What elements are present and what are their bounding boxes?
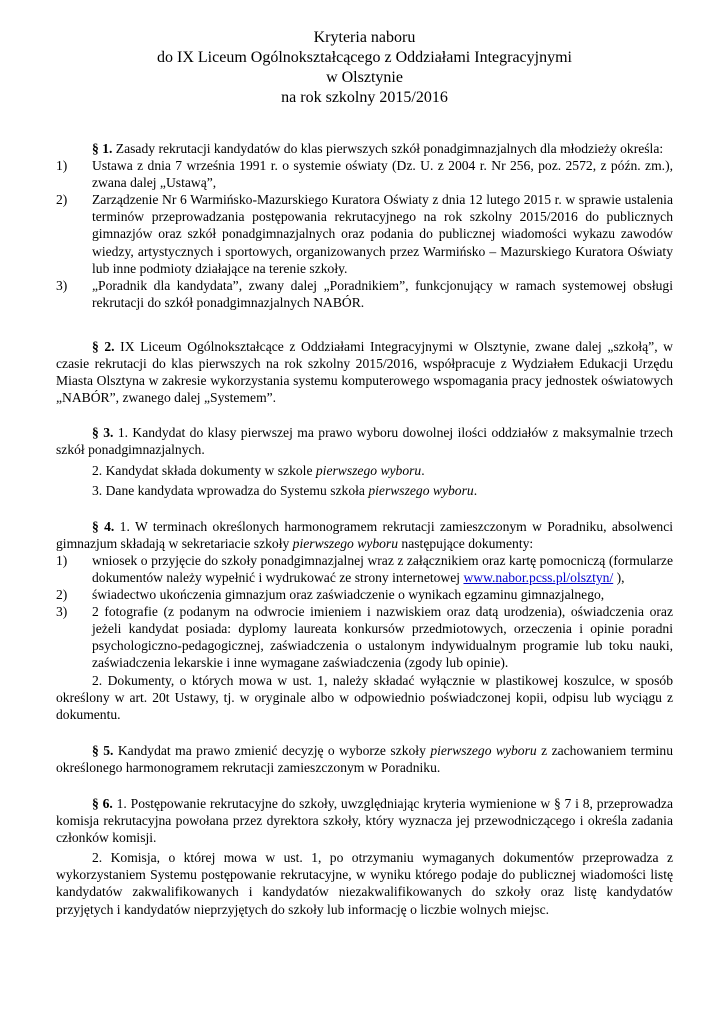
list-item-number: 2) bbox=[56, 192, 68, 208]
section-1-intro-text: Zasady rekrutacji kandydatów do klas pierwszych szkół ponadgimnazjalnych dla młodzieży określa: bbox=[115, 141, 664, 156]
section-5-text-end: z zachowaniem terminu określonego harmonogramem rekrutacji zamieszczonym w Poradniku. bbox=[56, 742, 674, 775]
section-1-list bbox=[56, 157, 673, 311]
section-1 bbox=[56, 140, 673, 311]
list-item-number: 1) bbox=[56, 552, 68, 568]
section-1-mark: § 1. bbox=[92, 141, 113, 156]
section-4-para-2: 2. Dokumenty, o których mowa w ust. 1, należy składać wyłącznie w plastikowej koszulce, w sposób określony w art. 20t Ustawy, tj. w oryginale albo w odpowiednio poświadczonej kopii, odpisu lub wyciągu z dokumentu. bbox=[56, 672, 673, 722]
nabor-website-link[interactable]: www.nabor.pcss.pl/olsztyn/ bbox=[463, 569, 614, 585]
list-item-text: Zarządzenie Nr 6 Warmińsko-Mazurskiego Kuratora Oświaty z dnia 12 lutego 2015 r. w sprawie ustalenia terminów przeprowadzania postępowania rekrutacyjnego na rok szkolny 2015/2016 do publicznych gimnazjów oraz szkół ponadgimnazjalnych oraz podania do publicznej wiadomości wykazu zawodów wiedzy, artystycznych i sportowych, organizowanych przez Warmińsko – Mazurskiego Kuratora Oświaty lub inne podmioty działające na terenie szkoły. bbox=[92, 192, 673, 276]
section-5-mark: § 5. bbox=[92, 742, 114, 758]
section-3-mark: § 3. bbox=[92, 425, 114, 441]
list-item-text bbox=[92, 552, 673, 586]
list-item-number: 1) bbox=[56, 158, 68, 174]
section-5 bbox=[56, 742, 673, 776]
section-3-para-3-emphasis: pierwszego wyboru bbox=[368, 482, 474, 498]
section-3-para-2-text: 2. Kandydat składa dokumenty w szkole bbox=[92, 462, 316, 478]
section-3-para-3-text: 3. Dane kandydata wprowadza do Systemu szkoła bbox=[92, 482, 369, 498]
section-3-para-2-emphasis: pierwszego wyboru bbox=[315, 462, 422, 478]
section-5-emphasis: pierwszego wyboru bbox=[430, 742, 537, 758]
list-item-text: 2 fotografie (z podanym na odwrocie imieniem i nazwiskiem oraz datą urodzenia), oświadczenia oraz jeżeli kandydat posiada: dyplomy laureata konkursów przedmiotowych, orzeczenia i opinie poradni psychologiczno-pedagogicznej, zaświadczenia o ustalonym indywidualnym programie lub toku nauki, zaświadczenia lekarskie i inne wymagane zaświadczenia (zgody lub opinie). bbox=[92, 604, 673, 671]
list-item-text: świadectwo ukończenia gimnazjum oraz zaświadczenie o wynikach egzaminu gimnazjalnego, bbox=[92, 587, 605, 603]
section-6 bbox=[56, 795, 673, 918]
section-2 bbox=[56, 338, 673, 406]
section-2-body: IX Liceum Ogólnokształcące z Oddziałami Integracyjnymi w Olsztynie, zwane dalej „szkołą”, w czasie rekrutacji do klas pierwszych na rok szkolny 2015/2016, współpracuje z Wydziałem Edukacji Urzędu Miasta Olsztyna w zakresie wykorzystania systemu komputerowego wspomagania pracy jednostek oświatowych „NABÓR”, zwanego dalej „Systemem”. bbox=[56, 338, 673, 406]
section-5-text-part: Kandydat ma prawo zmienić decyzję o wyborze szkoły bbox=[117, 742, 431, 758]
section-4-list bbox=[56, 552, 673, 672]
title-line-1: Kryteria naboru bbox=[313, 29, 416, 46]
document-title bbox=[56, 28, 673, 108]
list-item bbox=[56, 552, 673, 586]
section-4-intro-end: następujące dokumenty: bbox=[398, 535, 534, 551]
section-3-para-1-text: 1. Kandydat do klasy pierwszej ma prawo wyboru dowolnej ilości oddziałów z maksymalnie trzech szkół ponadgimnazjalnych. bbox=[56, 425, 673, 458]
section-3-para-2-end: . bbox=[421, 462, 425, 478]
list-item bbox=[56, 157, 673, 191]
section-6-para-1 bbox=[56, 795, 673, 846]
section-4-intro-text: 1. W terminach określonych harmonogramem rekrutacji zamieszczonym w Poradniku, absolwenci gimnazjum składają w sekretariacie szkoły bbox=[56, 518, 674, 551]
list-item bbox=[56, 277, 673, 311]
section-3 bbox=[56, 424, 673, 498]
list-item-number: 2) bbox=[56, 587, 68, 603]
section-1-intro bbox=[56, 140, 673, 157]
title-line-3: w Olsztynie bbox=[326, 69, 403, 86]
list-item bbox=[56, 603, 673, 671]
list-item-text: Ustawa z dnia 7 września 1991 r. o systemie oświaty (Dz. U. z 2004 r. Nr 256, poz. 2572, z późn. zm.), zwana dalej „Ustawą”, bbox=[92, 158, 673, 191]
section-4-intro-emphasis: pierwszego wyboru bbox=[292, 535, 399, 551]
list-item-text-end: ), bbox=[613, 569, 625, 585]
list-item-text: „Poradnik dla kandydata”, zwany dalej „Poradnikiem”, funkcjonujący w ramach systemowej obsługi rekrutacji do szkół ponadgimnazjalnych NABÓR. bbox=[92, 277, 673, 310]
section-2-mark: § 2. bbox=[92, 338, 115, 354]
document-body bbox=[56, 140, 673, 918]
section-2-text bbox=[56, 338, 673, 406]
section-4-intro bbox=[56, 518, 673, 552]
list-item bbox=[56, 191, 673, 276]
list-item-number: 3) bbox=[56, 277, 68, 293]
section-3-para-3-end: . bbox=[473, 482, 478, 498]
list-item bbox=[56, 586, 673, 603]
list-item-number: 3) bbox=[56, 604, 68, 620]
section-4-mark: § 4. bbox=[92, 518, 115, 534]
title-line-2: do IX Liceum Ogólnokształcącego z Oddziałami Integracyjnymi bbox=[157, 49, 572, 66]
section-3-para-2 bbox=[56, 462, 673, 479]
section-3-para-1 bbox=[56, 424, 673, 458]
section-4 bbox=[56, 518, 673, 723]
section-6-para-2: 2. Komisja, o której mowa w ust. 1, po otrzymaniu wymaganych dokumentów przeprowadza z wykorzystaniem Systemu postępowanie rekrutacyjne, w wyniku którego podaje do publicznej wiadomości listę kandydatów zakwalifikowanych i kandydatów niezakwalifikowanych do szkoły oraz listę kandydatów przyjętych i kandydatów nieprzyjętych do szkoły lub informację o liczbie wolnych miejsc. bbox=[56, 850, 673, 917]
title-line-4: na rok szkolny 2015/2016 bbox=[281, 89, 448, 106]
section-5-text bbox=[56, 742, 673, 776]
section-3-para-3 bbox=[56, 482, 673, 499]
section-6-mark: § 6. bbox=[92, 796, 113, 811]
section-6-para-1-text: 1. Postępowanie rekrutacyjne do szkoły, uwzględniając kryteria wymienione w § 7 i 8, przeprowadza komisja rekrutacyjna powołana przez dyrektora szkoły, który wyznacza jej przewodniczącego i określa zadania członków komisji. bbox=[56, 796, 673, 846]
list-item-text-part: wniosek o przyjęcie do szkoły ponadgimnazjalnej wraz z załącznikiem oraz kartę pomocniczą (formularze dokumentów należy wypełnić i wydrukować ze strony internetowej bbox=[92, 552, 673, 585]
